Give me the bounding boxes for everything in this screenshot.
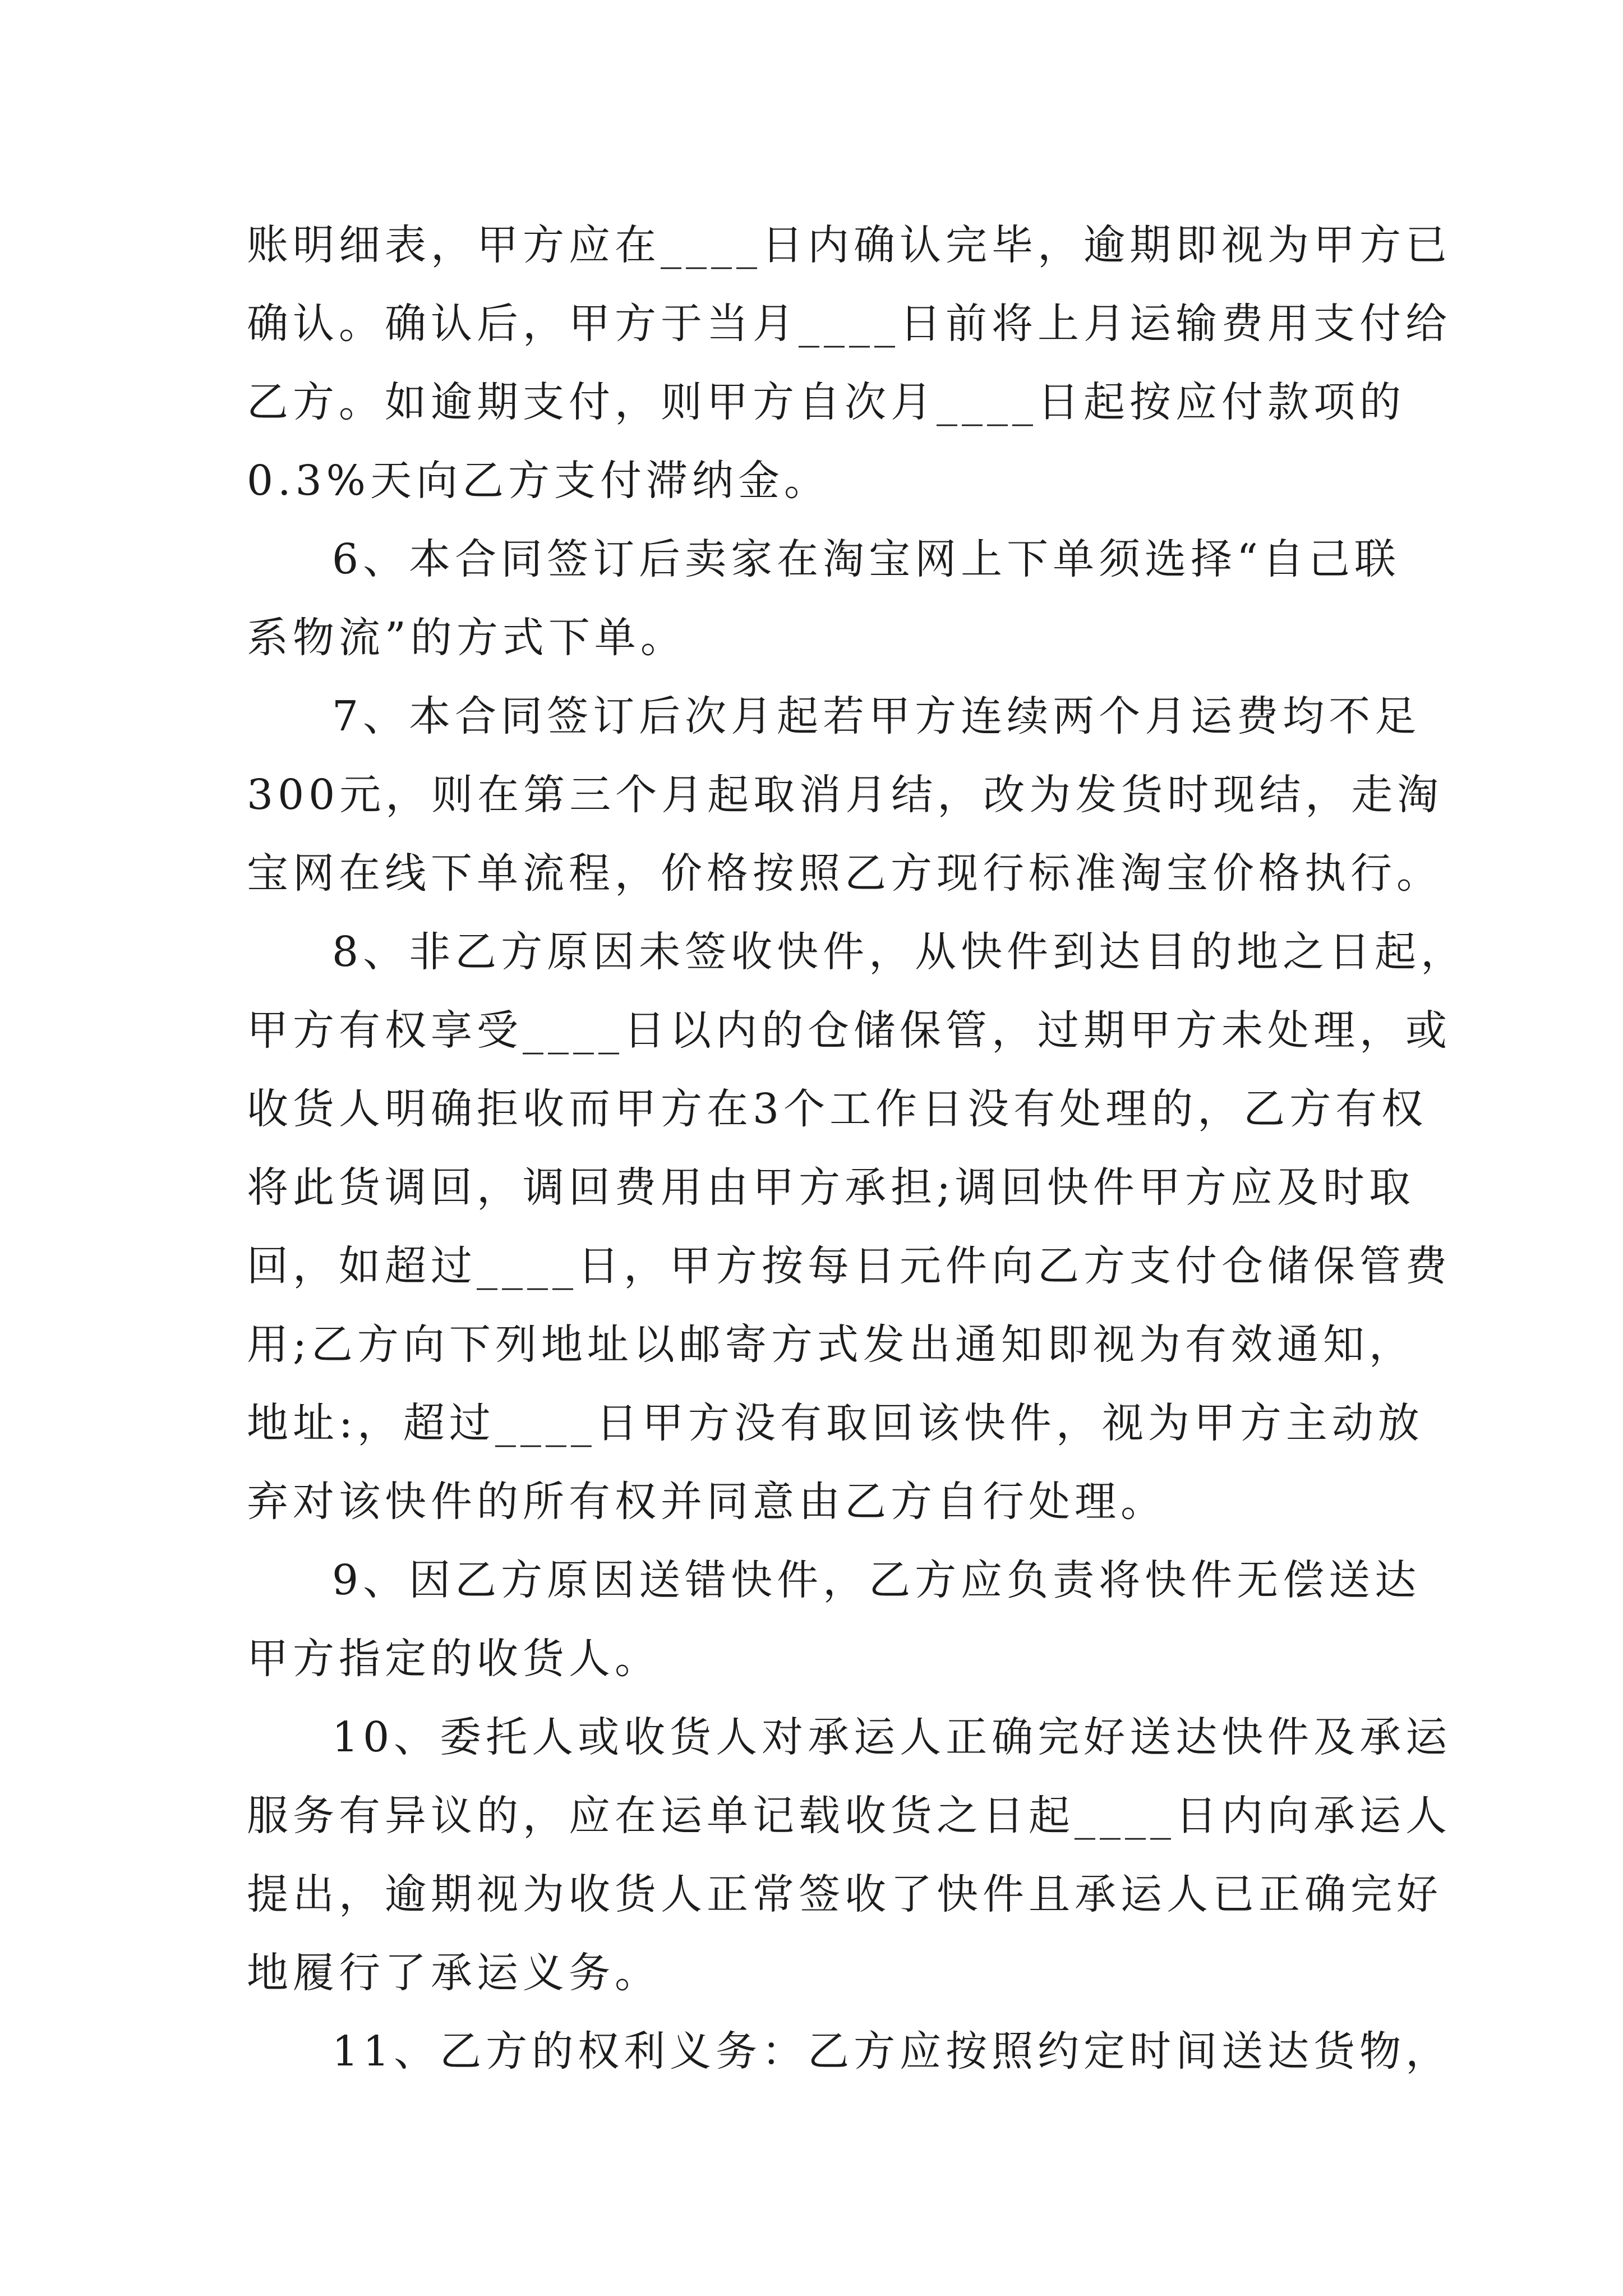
text-line: 地履行了承运义务。 xyxy=(247,1949,661,1997)
text-line: 宝网在线下单流程，价格按照乙方现行标准淘宝价格执行。 xyxy=(247,849,1442,898)
paragraph-6-start: 6、本合同签订后卖家在淘宝网上下单须选择“自己联 xyxy=(332,535,1400,583)
paragraph-8-start: 8、非乙方原因未签收快件，从快件到达目的地之日起， xyxy=(332,928,1467,976)
paragraph-7-start: 7、本合同签订后次月起若甲方连续两个月运费均不足 xyxy=(332,692,1421,740)
text-line: 地址:，超过____日甲方没有取回该快件，视为甲方主动放 xyxy=(247,1399,1424,1447)
text-line: 乙方。如逾期支付，则甲方自次月____日起按应付款项的 xyxy=(247,378,1405,426)
text-line: 甲方指定的收货人。 xyxy=(247,1635,661,1683)
text-line: 弃对该快件的所有权并同意由乙方自行处理。 xyxy=(247,1478,1166,1526)
text-line: 提出，逾期视为收货人正常签收了快件且承运人已正确完好 xyxy=(247,1870,1442,1918)
paragraph-10-start: 10、委托人或收货人对承运人正确完好送达快件及承运 xyxy=(332,1713,1452,1761)
text-line: 回，如超过____日，甲方按每日元件向乙方支付仓储保管费 xyxy=(247,1242,1451,1290)
text-line: 账明细表，甲方应在____日内确认完毕，逾期即视为甲方已 xyxy=(247,221,1451,269)
text-line: 服务有异议的，应在运单记载收货之日起____日内向承运人 xyxy=(247,1792,1451,1840)
text-line: 0.3%天向乙方支付滞纳金。 xyxy=(247,457,830,505)
text-line: 将此货调回，调回费用由甲方承担;调回快件甲方应及时取 xyxy=(247,1163,1415,1212)
text-line: 用;乙方向下列地址以邮寄方式发出通知即视为有效通知， xyxy=(247,1320,1415,1369)
text-line: 系物流”的方式下单。 xyxy=(247,614,686,662)
paragraph-11-start: 11、乙方的权利义务：乙方应按照约定时间送达货物， xyxy=(332,2027,1452,2076)
text-line: 收货人明确拒收而甲方在3个工作日没有处理的，乙方有权 xyxy=(247,1085,1428,1133)
text-line: 甲方有权享受____日以内的仓储保管，过期甲方未处理，或 xyxy=(247,1006,1451,1055)
text-line: 确认。确认后，甲方于当月____日前将上月运输费用支付给 xyxy=(247,300,1451,348)
paragraph-9-start: 9、因乙方原因送错快件，乙方应负责将快件无偿送达 xyxy=(332,1556,1421,1604)
text-line: 300元，则在第三个月起取消月结，改为发货时现结，走淘 xyxy=(247,771,1444,819)
